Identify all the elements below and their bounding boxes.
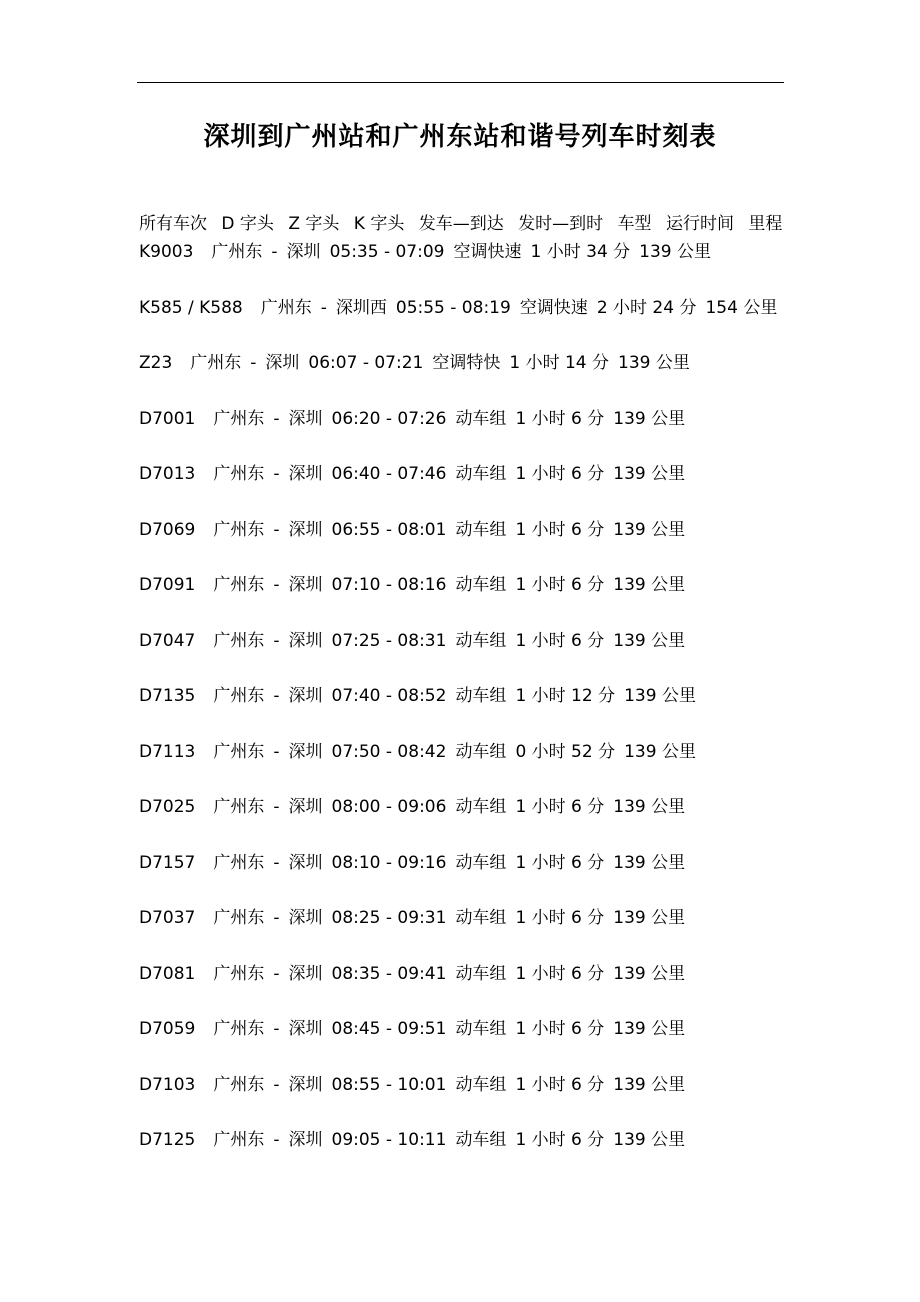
travel-duration: 1 小时 6 分 — [515, 963, 605, 984]
train-number: D7037 — [139, 908, 196, 928]
header-type: 车型 — [617, 214, 652, 234]
distance: 139 公里 — [613, 408, 686, 429]
header-d-prefix: D 字头 — [221, 214, 274, 234]
travel-duration: 1 小时 6 分 — [515, 464, 605, 484]
distance: 139 公里 — [613, 797, 686, 817]
train-type: 动车组 — [455, 1019, 507, 1039]
route-separator: - — [273, 797, 280, 817]
arrival-station: 深圳 — [288, 408, 323, 429]
train-type: 空调快速 — [519, 297, 588, 318]
departure-arrival-times: 06:20 - 07:26 — [331, 408, 447, 429]
train-type: 动车组 — [455, 575, 507, 595]
route-separator: - — [273, 741, 280, 762]
header-route: 发车—到达 — [418, 214, 504, 234]
distance: 139 公里 — [613, 963, 686, 984]
travel-duration: 1 小时 6 分 — [515, 852, 605, 873]
travel-duration: 1 小时 6 分 — [515, 575, 605, 595]
distance: 139 公里 — [613, 1074, 686, 1095]
departure-arrival-times: 05:35 - 07:09 — [329, 242, 445, 262]
travel-duration: 2 小时 24 分 — [596, 297, 697, 318]
train-number: D7157 — [139, 852, 196, 873]
table-row — [139, 684, 786, 740]
distance: 139 公里 — [613, 908, 686, 928]
table-row — [139, 1128, 786, 1184]
train-number: D7069 — [139, 519, 196, 540]
departure-arrival-times: 08:35 - 09:41 — [331, 963, 447, 984]
departure-arrival-times: 08:00 - 09:06 — [331, 797, 447, 817]
train-type: 动车组 — [455, 963, 507, 984]
arrival-station: 深圳 — [288, 797, 323, 817]
departure-arrival-times: 07:50 - 08:42 — [331, 741, 447, 762]
arrival-station: 深圳西 — [335, 297, 387, 318]
table-row — [139, 851, 786, 907]
train-number: D7103 — [139, 1074, 196, 1095]
table-row — [139, 351, 786, 407]
table-row — [139, 296, 786, 352]
travel-duration: 1 小时 14 分 — [509, 353, 610, 373]
departure-station: 广州东 — [213, 908, 265, 928]
table-row — [139, 518, 786, 574]
travel-duration: 1 小时 6 分 — [515, 797, 605, 817]
travel-duration: 1 小时 6 分 — [515, 1074, 605, 1095]
train-number: D7091 — [139, 575, 196, 595]
train-type: 动车组 — [455, 908, 507, 928]
route-separator: - — [273, 1130, 280, 1150]
distance: 139 公里 — [624, 741, 696, 762]
travel-duration: 1 小时 6 分 — [515, 408, 605, 429]
departure-station: 广州东 — [213, 464, 265, 484]
departure-station: 广州东 — [213, 852, 265, 873]
table-row — [139, 962, 786, 1018]
travel-duration: 1 小时 34 分 — [530, 242, 631, 262]
route-separator: - — [273, 852, 280, 873]
departure-station: 广州东 — [213, 519, 265, 540]
route-separator: - — [273, 464, 280, 484]
route-separator: - — [273, 408, 280, 429]
departure-arrival-times: 07:25 - 08:31 — [331, 630, 447, 651]
route-separator: - — [273, 963, 280, 984]
distance: 139 公里 — [613, 519, 686, 540]
route-separator: - — [273, 630, 280, 651]
route-separator: - — [273, 908, 280, 928]
distance: 139 公里 — [613, 1019, 686, 1039]
travel-duration: 1 小时 6 分 — [515, 908, 605, 928]
table-row — [139, 906, 786, 962]
distance: 139 公里 — [613, 852, 686, 873]
departure-arrival-times: 06:07 - 07:21 — [308, 353, 424, 373]
train-type: 动车组 — [455, 408, 507, 429]
departure-station: 广州东 — [213, 686, 265, 706]
train-number: D7081 — [139, 963, 196, 984]
departure-arrival-times: 08:55 - 10:01 — [331, 1074, 447, 1095]
train-number: D7113 — [139, 741, 196, 762]
train-type: 动车组 — [455, 519, 507, 540]
header-rule — [137, 82, 784, 83]
train-type: 动车组 — [455, 852, 507, 873]
departure-station: 广州东 — [213, 1130, 265, 1150]
header-duration: 运行时间 — [665, 214, 734, 234]
timetable-list — [139, 240, 786, 1184]
departure-station: 广州东 — [213, 797, 265, 817]
train-type: 动车组 — [455, 1074, 507, 1095]
route-separator: - — [273, 1019, 280, 1039]
departure-station: 广州东 — [190, 353, 242, 373]
route-separator: - — [273, 1074, 280, 1095]
departure-arrival-times: 05:55 - 08:19 — [395, 297, 511, 318]
header-z-prefix: Z 字头 — [288, 214, 340, 234]
distance: 139 公里 — [613, 575, 686, 595]
train-number: Z23 — [139, 353, 173, 373]
arrival-station: 深圳 — [265, 353, 300, 373]
train-number: D7001 — [139, 408, 196, 429]
departure-station: 广州东 — [213, 963, 265, 984]
arrival-station: 深圳 — [288, 963, 323, 984]
distance: 154 公里 — [705, 297, 778, 318]
table-row — [139, 573, 786, 629]
table-row — [139, 462, 786, 518]
train-type: 动车组 — [455, 741, 507, 762]
travel-duration: 1 小时 6 分 — [515, 1019, 605, 1039]
distance: 139 公里 — [613, 464, 686, 484]
departure-station: 广州东 — [213, 630, 265, 651]
route-separator: - — [320, 297, 327, 318]
route-separator: - — [273, 575, 280, 595]
departure-arrival-times: 06:55 - 08:01 — [331, 519, 447, 540]
distance: 139 公里 — [613, 630, 686, 651]
departure-station: 广州东 — [213, 575, 265, 595]
arrival-station: 深圳 — [288, 575, 323, 595]
distance: 139 公里 — [624, 686, 696, 706]
arrival-station: 深圳 — [288, 741, 323, 762]
train-type: 动车组 — [455, 797, 507, 817]
departure-station: 广州东 — [213, 1019, 265, 1039]
travel-duration: 0 小时 52 分 — [515, 741, 616, 762]
arrival-station: 深圳 — [288, 519, 323, 540]
train-number: D7135 — [139, 686, 196, 706]
arrival-station: 深圳 — [288, 852, 323, 873]
distance: 139 公里 — [639, 242, 712, 262]
train-number: D7047 — [139, 630, 196, 651]
route-separator: - — [273, 519, 280, 540]
arrival-station: 深圳 — [288, 908, 323, 928]
departure-station: 广州东 — [213, 741, 265, 762]
departure-arrival-times: 07:40 - 08:52 — [331, 686, 447, 706]
table-row — [139, 629, 786, 685]
train-number: D7013 — [139, 464, 196, 484]
departure-arrival-times: 08:10 - 09:16 — [331, 852, 447, 873]
arrival-station: 深圳 — [288, 1019, 323, 1039]
departure-station: 广州东 — [213, 408, 265, 429]
route-separator: - — [250, 353, 257, 373]
travel-duration: 1 小时 6 分 — [515, 630, 605, 651]
train-number: D7059 — [139, 1019, 196, 1039]
train-type: 空调快速 — [453, 242, 522, 262]
arrival-station: 深圳 — [286, 242, 321, 262]
train-type: 空调特快 — [432, 353, 501, 373]
header-distance: 里程 — [748, 214, 783, 234]
departure-station: 广州东 — [260, 297, 312, 318]
distance: 139 公里 — [613, 1130, 686, 1150]
route-separator: - — [273, 686, 280, 706]
travel-duration: 1 小时 6 分 — [515, 1130, 605, 1150]
table-row — [139, 240, 786, 296]
table-row — [139, 1017, 786, 1073]
table-row — [139, 795, 786, 851]
table-row — [139, 740, 786, 796]
departure-station: 广州东 — [213, 1074, 265, 1095]
arrival-station: 深圳 — [288, 1130, 323, 1150]
header-k-prefix: K 字头 — [353, 214, 405, 234]
column-header — [139, 212, 791, 236]
departure-arrival-times: 08:25 - 09:31 — [331, 908, 447, 928]
arrival-station: 深圳 — [288, 464, 323, 484]
train-number: K9003 — [139, 242, 194, 262]
arrival-station: 深圳 — [288, 1074, 323, 1095]
departure-station: 广州东 — [211, 242, 263, 262]
train-type: 动车组 — [455, 630, 507, 651]
table-row — [139, 1073, 786, 1129]
distance: 139 公里 — [618, 353, 690, 373]
header-all-trains: 所有车次 — [139, 214, 207, 234]
arrival-station: 深圳 — [288, 630, 323, 651]
train-number: D7025 — [139, 797, 196, 817]
train-type: 动车组 — [455, 464, 507, 484]
train-type: 动车组 — [455, 686, 507, 706]
departure-arrival-times: 08:45 - 09:51 — [331, 1019, 447, 1039]
table-row — [139, 407, 786, 463]
train-number: D7125 — [139, 1130, 196, 1150]
departure-arrival-times: 07:10 - 08:16 — [331, 575, 447, 595]
route-separator: - — [271, 242, 278, 262]
travel-duration: 1 小时 6 分 — [515, 519, 605, 540]
departure-arrival-times: 09:05 - 10:11 — [331, 1130, 447, 1150]
departure-arrival-times: 06:40 - 07:46 — [331, 464, 447, 484]
arrival-station: 深圳 — [288, 686, 323, 706]
header-times: 发时—到时 — [518, 214, 604, 234]
page-title: 深圳到广州站和广州东站和谐号列车时刻表 — [203, 122, 717, 152]
train-number: K585 / K588 — [139, 297, 243, 318]
travel-duration: 1 小时 12 分 — [515, 686, 616, 706]
train-type: 动车组 — [455, 1130, 507, 1150]
